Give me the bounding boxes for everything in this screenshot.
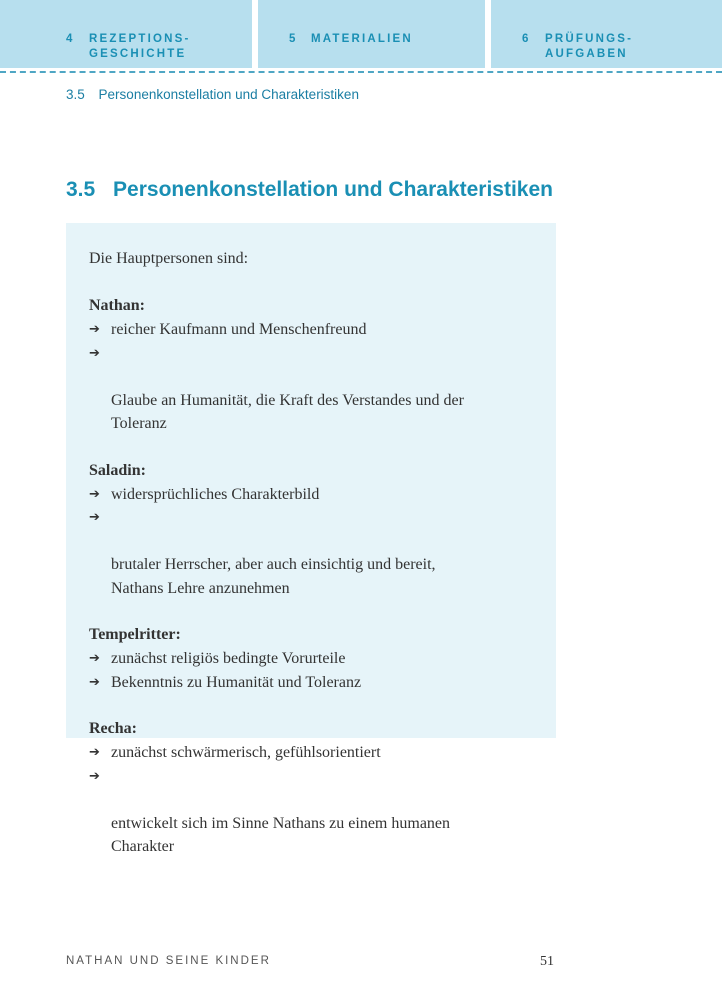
tab-label: PRÜFUNGS- AUFGABEN (545, 33, 634, 60)
arrow-right-icon: ➔ (89, 674, 100, 690)
person-recha (89, 717, 534, 859)
arrow-right-icon: ➔ (89, 510, 100, 525)
arrow-right-icon: ➔ (89, 486, 100, 502)
person-name: Saladin: (89, 461, 146, 479)
summary-box (66, 223, 556, 855)
arrow-right-icon: ➔ (89, 768, 100, 784)
arrow-right-icon: ➔ (89, 345, 100, 361)
running-head-title: Personenkonstellation und Charakteristiken (98, 87, 359, 102)
header-divider (0, 71, 722, 73)
person-name: Nathan: (89, 297, 146, 314)
trait-text: Bekenntnis zu Humanität und Toleranz (111, 673, 362, 691)
trait-item (89, 483, 534, 507)
chapter-nav (0, 0, 722, 68)
person-nathan (89, 294, 534, 436)
arrow-right-icon: ➔ (89, 745, 100, 760)
trait-text: zunächst religiös bedingte Vorurteile (111, 650, 346, 667)
trait-item (89, 741, 534, 765)
arrow-right-icon: ➔ (89, 322, 100, 337)
trait-item (89, 506, 534, 600)
running-head-number: 3.5 (66, 87, 85, 102)
trait-text: widersprüchliches Charakterbild (111, 485, 320, 503)
tab-label: MATERIALIEN (311, 33, 413, 45)
person-tempelritter (89, 623, 534, 694)
trait-item (89, 342, 534, 436)
trait-text: reicher Kaufmann und Menschenfreund (111, 321, 367, 338)
tab-label: REZEPTIONS- GESCHICHTE (89, 33, 191, 60)
tab-number: 6 (522, 33, 531, 45)
person-name: Recha: (89, 720, 137, 737)
trait-text: entwickelt sich im Sinne Nathans zu einem humanen Charakter (111, 814, 451, 855)
trait-item (89, 671, 534, 695)
trait-item (89, 765, 534, 859)
trait-text: brutaler Herrscher, aber auch einsichtig und bereit, Nathans Lehre anzunehmen (111, 556, 436, 597)
arrow-right-icon: ➔ (89, 651, 100, 666)
person-name: Tempelritter: (89, 626, 181, 643)
trait-text: zunächst schwärmerisch, gefühlsorientiert (111, 744, 381, 761)
tab-number: 4 (66, 33, 75, 45)
running-head (66, 87, 359, 102)
footer-book-title: NATHAN UND SEINE KINDER (66, 955, 271, 967)
person-saladin (89, 459, 534, 601)
section-title-text: Personenkonstellation und Charakteristiken (113, 178, 553, 201)
section-title (66, 178, 553, 202)
section-number: 3.5 (66, 178, 96, 201)
tab-materialien[interactable] (258, 0, 485, 68)
page-number: 51 (540, 954, 554, 969)
tab-pruefungsaufgaben[interactable] (491, 0, 722, 68)
summary-intro: Die Hauptpersonen sind: (89, 250, 249, 267)
trait-item (89, 647, 534, 671)
trait-item (89, 318, 534, 342)
tab-number: 5 (289, 33, 298, 45)
tab-rezeptionsgeschichte[interactable] (0, 0, 252, 68)
trait-text: Glaube an Humanität, die Kraft des Verstandes und der Toleranz (111, 391, 464, 432)
